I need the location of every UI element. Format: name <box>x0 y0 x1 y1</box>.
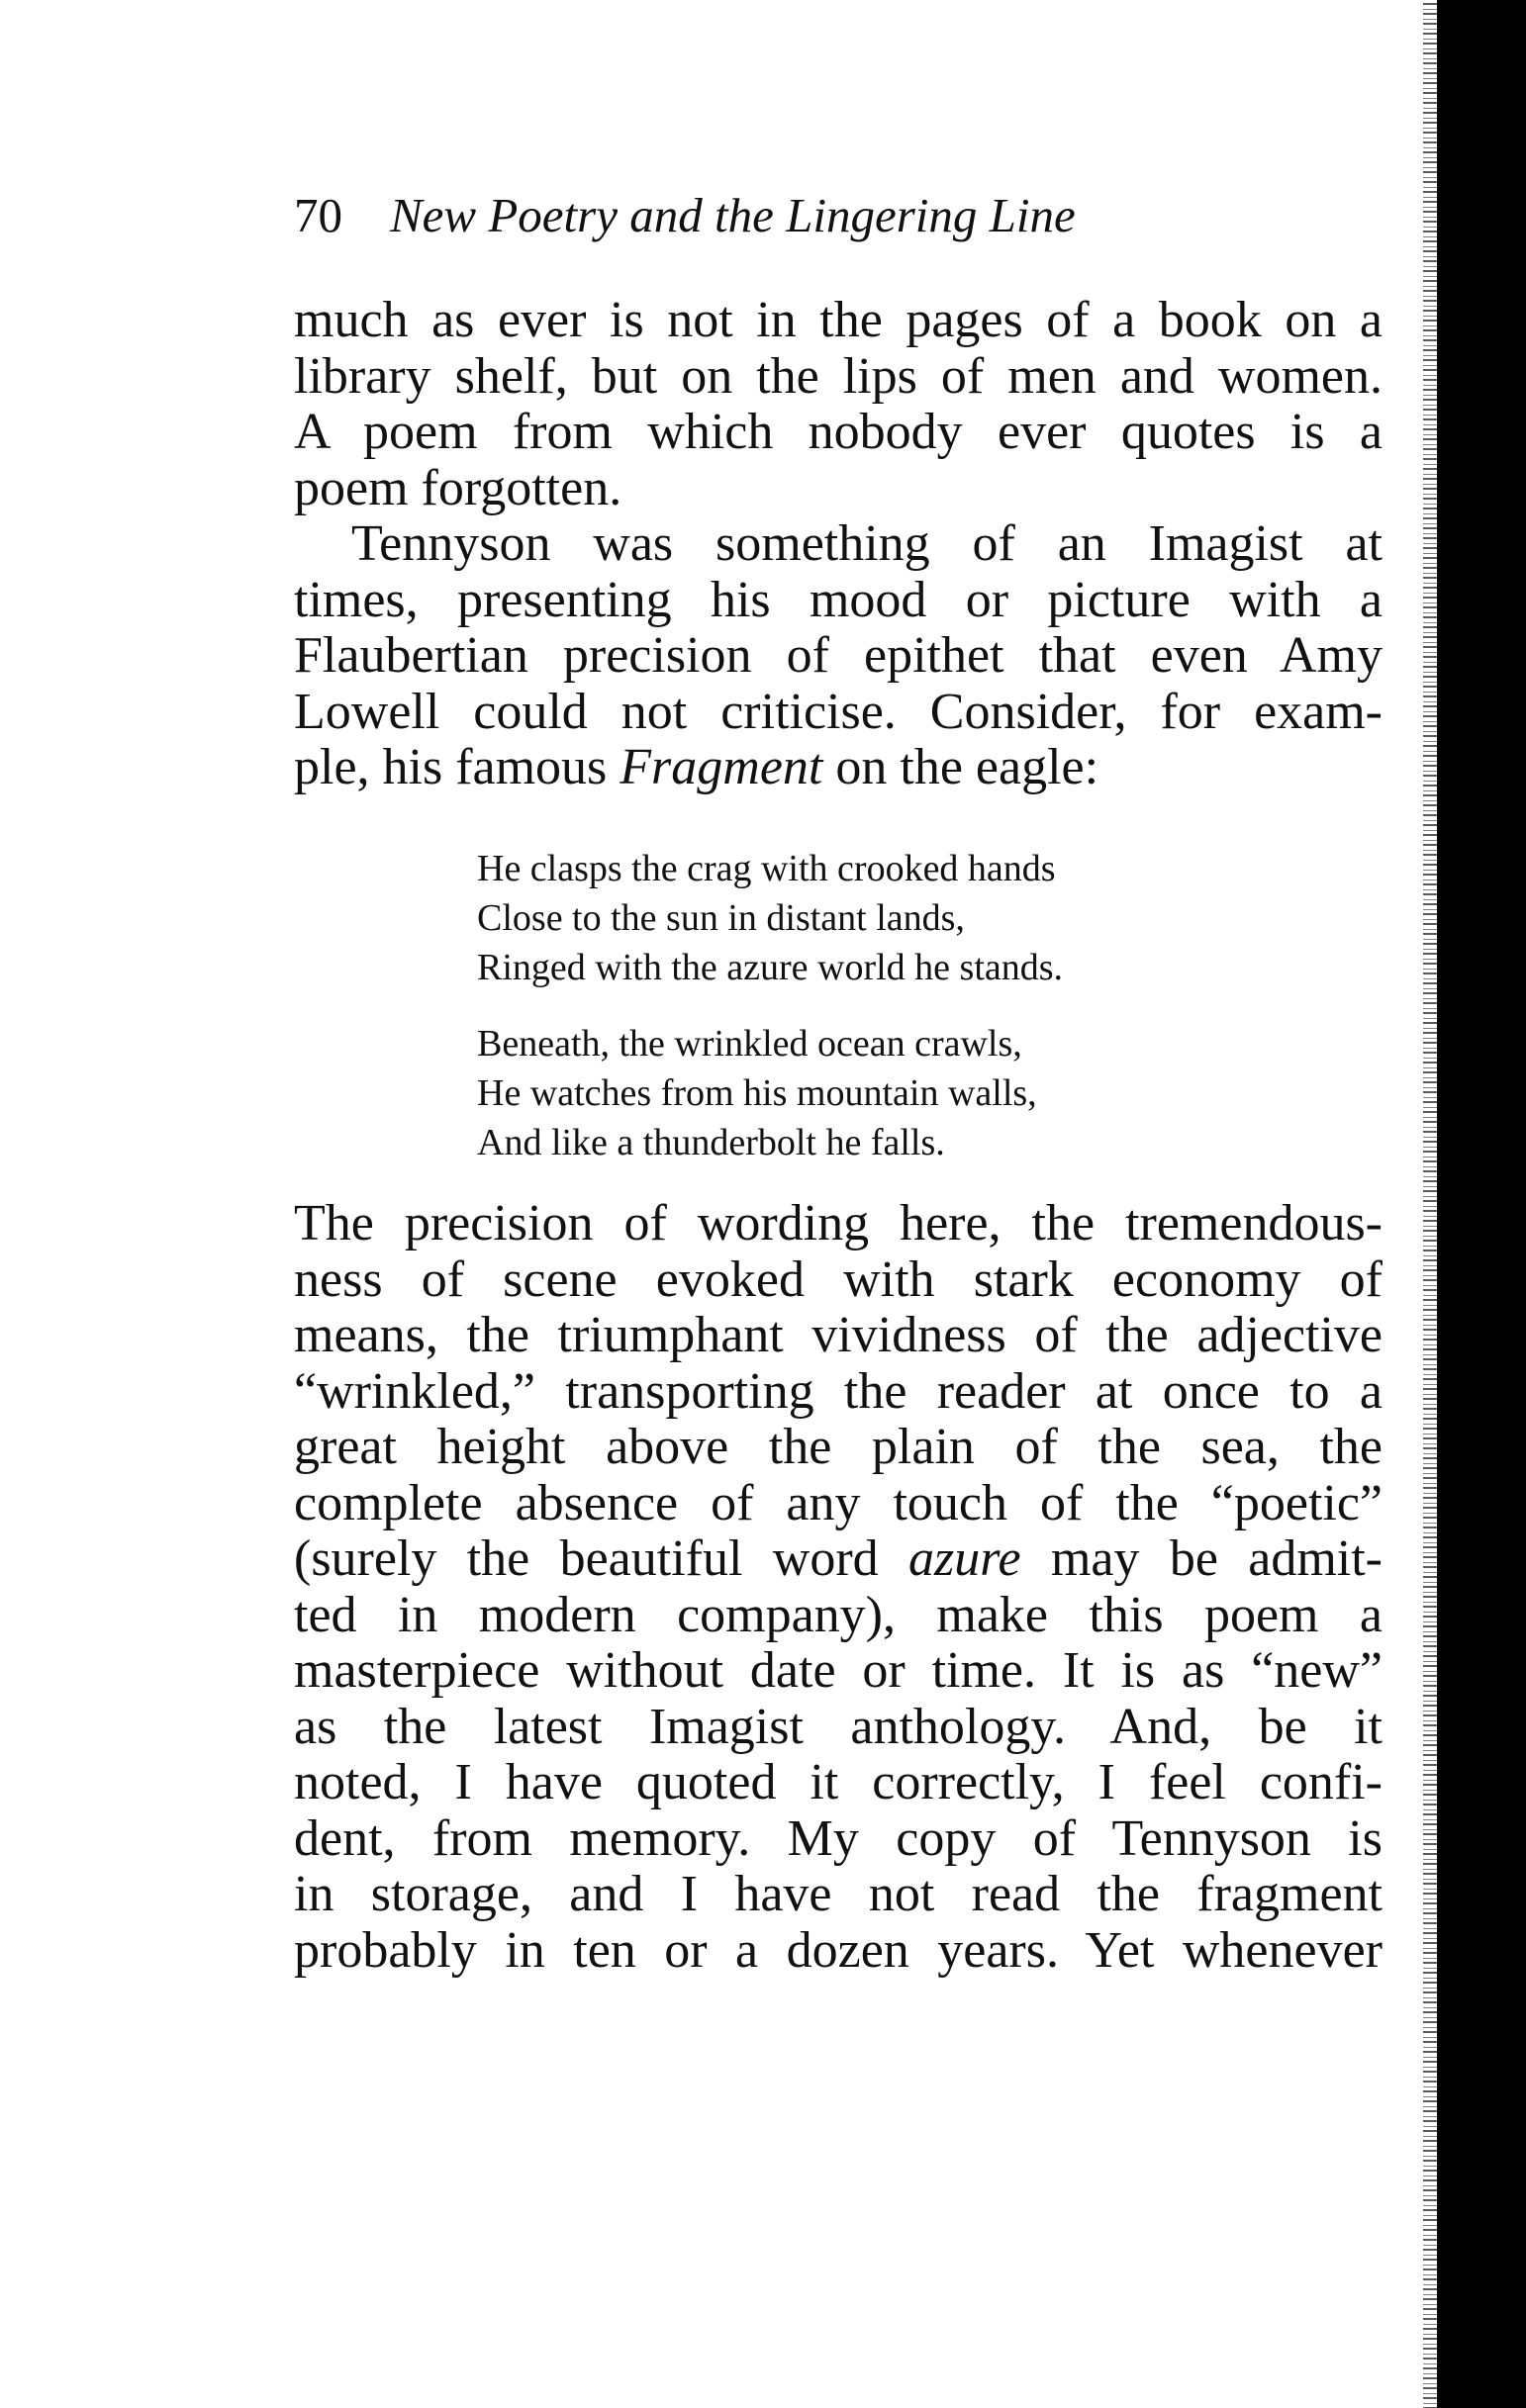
text-run: may be admit- <box>1020 1530 1383 1587</box>
page-number: 70 <box>294 188 342 242</box>
text-line: great height above the plain of the sea, the <box>294 1419 1383 1475</box>
text-line: times, presenting his mood or picture with a <box>294 571 1383 628</box>
text-line: noted, I have quoted it correctly, I feel confi- <box>294 1754 1383 1810</box>
text-line: poem forgotten. <box>294 459 622 516</box>
text-run: (surely the beautiful word <box>294 1530 908 1587</box>
text-line: library shelf, but on the lips of men and women. <box>294 347 1383 405</box>
text-line: masterpiece without date or time. It is as “new” <box>294 1642 1383 1699</box>
text-line: in storage, and I have not read the fragment <box>294 1866 1383 1922</box>
text-line: probably in ten or a dozen years. Yet whenever <box>294 1921 1383 1979</box>
poem-verse: Ringed with the azure world he stands. <box>477 947 1064 988</box>
poem-verse: Close to the sun in distant lands, <box>477 897 965 939</box>
poem-stanza-2 <box>477 1019 1037 1167</box>
text-line: Tennyson was something of an Imagist at <box>351 515 1383 572</box>
text-line: Flaubertian precision of epithet that even Amy <box>294 627 1383 684</box>
text-line: much as ever is not in the pages of a book on a <box>294 292 1383 348</box>
text-line: Lowell could not criticise. Consider, for exam- <box>294 683 1383 740</box>
poem-verse: Beneath, the wrinkled ocean crawls, <box>477 1023 1022 1065</box>
text-line: complete absence of any touch of the “poetic” <box>294 1474 1383 1531</box>
text-line-fragment <box>294 740 1383 796</box>
paragraph-3 <box>294 1196 1383 1979</box>
text-line: ness of scene evoked with stark economy of <box>294 1250 1383 1308</box>
text-line: A poem from which nobody ever quotes is a <box>294 404 1383 460</box>
text-line: dent, from memory. My copy of Tennyson is <box>294 1809 1383 1867</box>
poem-verse: He clasps the crag with crooked hands <box>477 848 1056 889</box>
poem-verse: He watches from his mountain walls, <box>477 1072 1037 1114</box>
poem-title-italic: Fragment <box>620 739 823 795</box>
text-line: The precision of wording here, the tremendous- <box>294 1195 1383 1251</box>
text-line: as the latest Imagist anthology. And, be it <box>294 1698 1383 1755</box>
paragraph-2 <box>294 516 1383 796</box>
text-line: ted in modern company), make this poem a <box>294 1586 1383 1643</box>
text-run: ple, his famous <box>294 739 620 795</box>
text-line-azure <box>294 1531 1383 1588</box>
text-line: “wrinkled,” transporting the reader at once to a <box>294 1362 1383 1420</box>
scan-binding-edge <box>1437 0 1526 2408</box>
poem-stanza-1 <box>477 844 1063 992</box>
running-title: New Poetry and the Lingering Line <box>390 188 1076 242</box>
text-run: on the eagle: <box>822 739 1099 795</box>
azure-italic: azure <box>907 1530 1021 1587</box>
text-line: means, the triumphant vividness of the adjective <box>294 1307 1383 1363</box>
running-header <box>294 186 1076 245</box>
paragraph-1 <box>294 293 1383 516</box>
poem-verse: And like a thunderbolt he falls. <box>477 1122 945 1163</box>
